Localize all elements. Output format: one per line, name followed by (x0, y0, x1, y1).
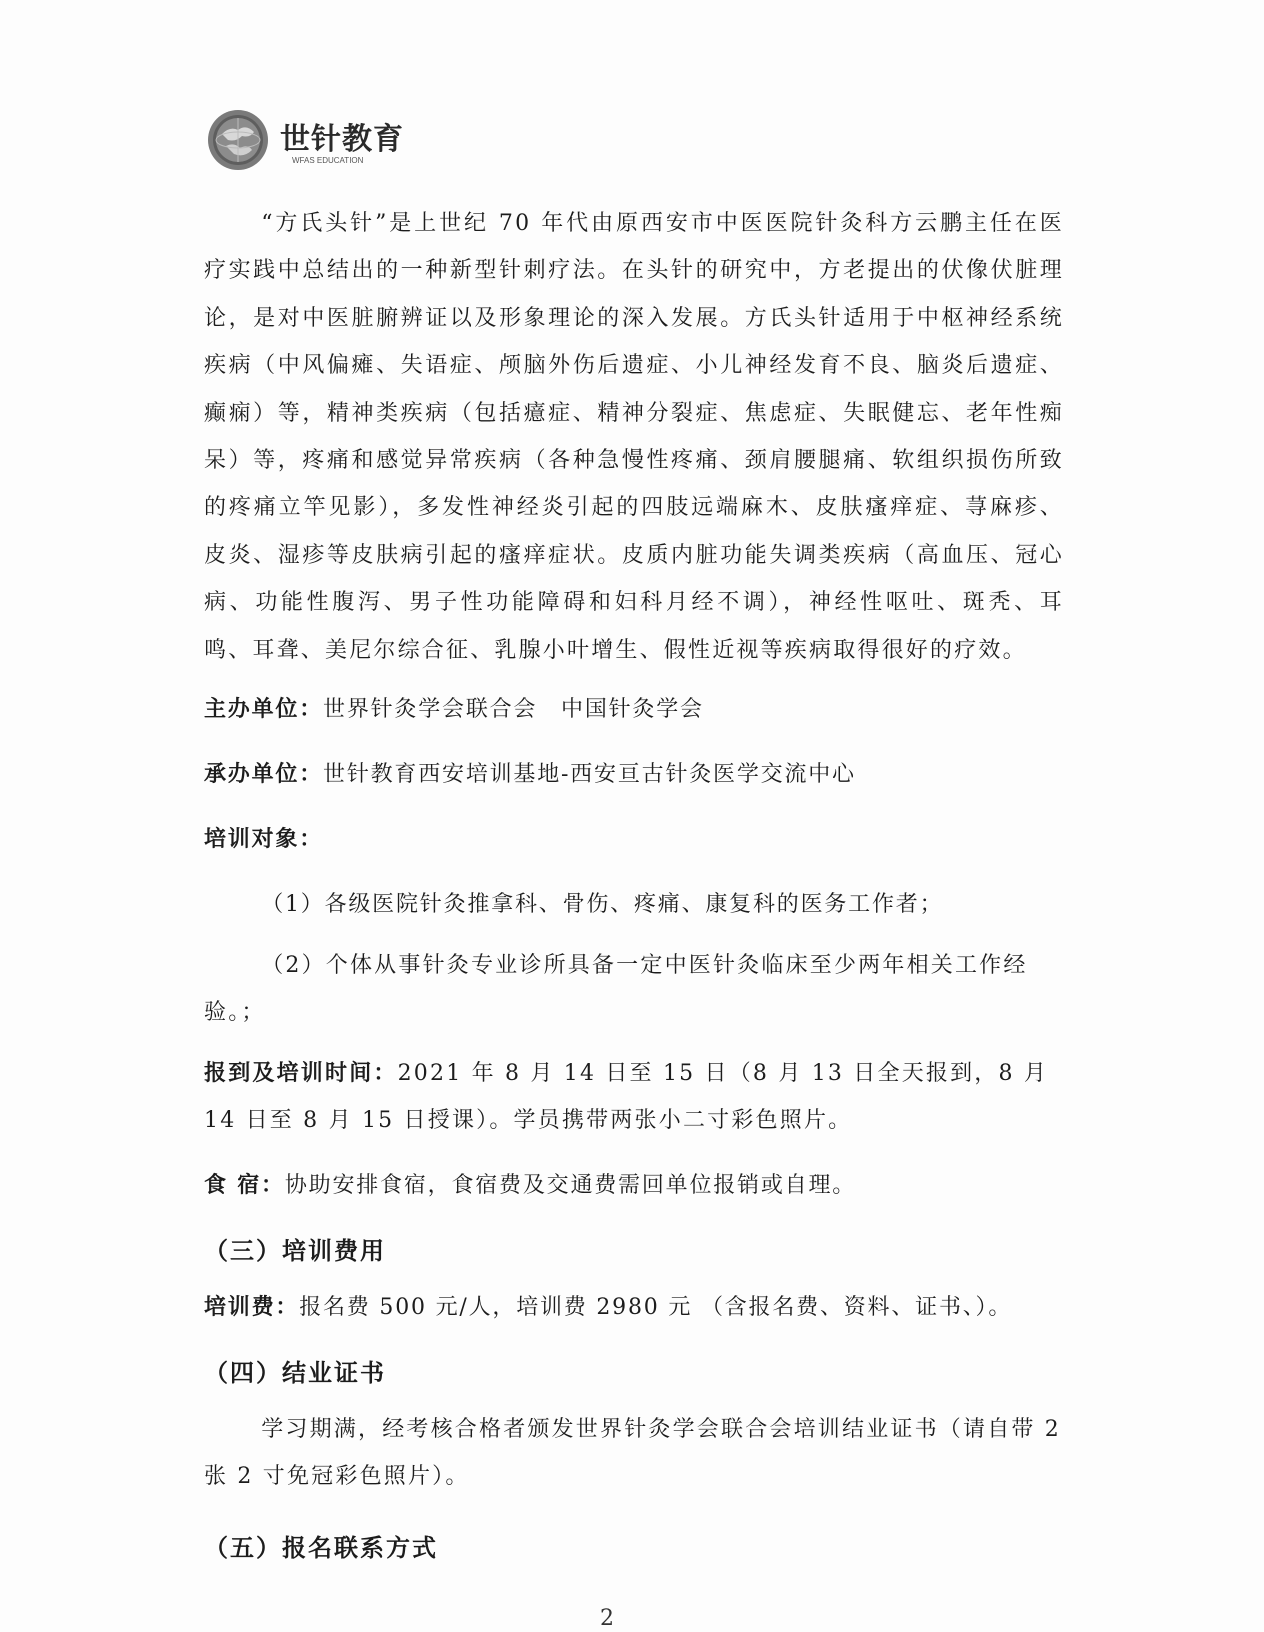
section-5-heading: （五）报名联系方式 (204, 1534, 438, 1563)
fee-line (204, 1290, 1064, 1321)
lodging-label: 食 宿： (204, 1173, 285, 1199)
schedule-value: 2021 年 8 月 14 日至 15 日（8 月 13 日全天报到，8 月 14 日至 8 月 15 日授课）。学员携带两张小二寸彩色照片。 (204, 1061, 1049, 1134)
certificate-text: 学习期满，经考核合格者颁发世界针灸学会联合会培训结业证书（请自带 2 张 2 寸免冠彩色照片）。 (204, 1417, 1061, 1490)
schedule-line (204, 1050, 1064, 1144)
audience-label-line (204, 822, 1064, 853)
section-4-heading: （四）结业证书 (204, 1359, 386, 1388)
audience-label: 培训对象： (204, 827, 324, 853)
globe-logo-icon (206, 108, 270, 172)
audience-item: （1）各级医院针灸推拿科、骨伤、疼痛、康复科的医务工作者； (261, 892, 944, 918)
logo (206, 108, 406, 172)
host-value: 世界针灸学会联合会 中国针灸学会 (323, 697, 704, 723)
lodging-value: 协助安排食宿，食宿费及交通费需回单位报销或自理。 (284, 1173, 857, 1199)
organizer-line (204, 757, 1064, 788)
section-3-heading: （三）培训费用 (204, 1237, 386, 1266)
host-line (204, 692, 1064, 723)
lodging-line (204, 1168, 1064, 1199)
document-body (204, 200, 1064, 1563)
logo-subtitle: WFAS EDUCATION (292, 156, 364, 165)
logo-name: 世针教育 (280, 122, 404, 157)
fee-label: 培训费： (204, 1295, 300, 1321)
organizer-value: 世针教育西安培训基地-西安亘古针灸医学交流中心 (323, 762, 856, 788)
page-number: 2 (600, 1606, 614, 1631)
schedule-label: 报到及培训时间： (204, 1061, 398, 1087)
host-label: 主办单位： (204, 697, 324, 723)
fee-value: 报名费 500 元/人，培训费 2980 元 （含报名费、资料、证书、）。 (299, 1295, 1013, 1321)
intro-paragraph: “方氏头针”是上世纪 70 年代由原西安市中医医院针灸科方云鹏主任在医疗实践中总结出的一种新型针刺疗法。在头针的研究中，方老提出的伏像伏脏理论，是对中医脏腑辨证以及形象理论的深入发展。方氏头针适用于中枢神经系统疾病（中风偏瘫、失语症、颅脑外伤后遗症、小儿神经发育不良、脑炎后遗症、癫痫）等，精神类疾病（包括癔症、精神分裂症、焦虑症、失眠健忘、老年性痴呆）等，疼痛和感觉异常疾病（各种急慢性疼痛、颈肩腰腿痛、软组织损伤所致的疼痛立竿见影），多发性神经炎引起的四肢远端麻木、皮肤瘙痒症、荨麻疹、皮炎、湿疹等皮肤病引起的瘙痒症状。皮质内脏功能失调类疾病（高血压、冠心病、功能性腹泻、男子性功能障碍和妇科月经不调），神经性呕吐、斑秃、耳鸣、耳聋、美尼尔综合征、乳腺小叶增生、假性近视等疾病取得很好的疗效。 (204, 211, 1064, 663)
audience-item: （2）个体从事针灸专业诊所具备一定中医针灸临床至少两年相关工作经验。； (204, 953, 1028, 1026)
organizer-label: 承办单位： (204, 762, 324, 788)
